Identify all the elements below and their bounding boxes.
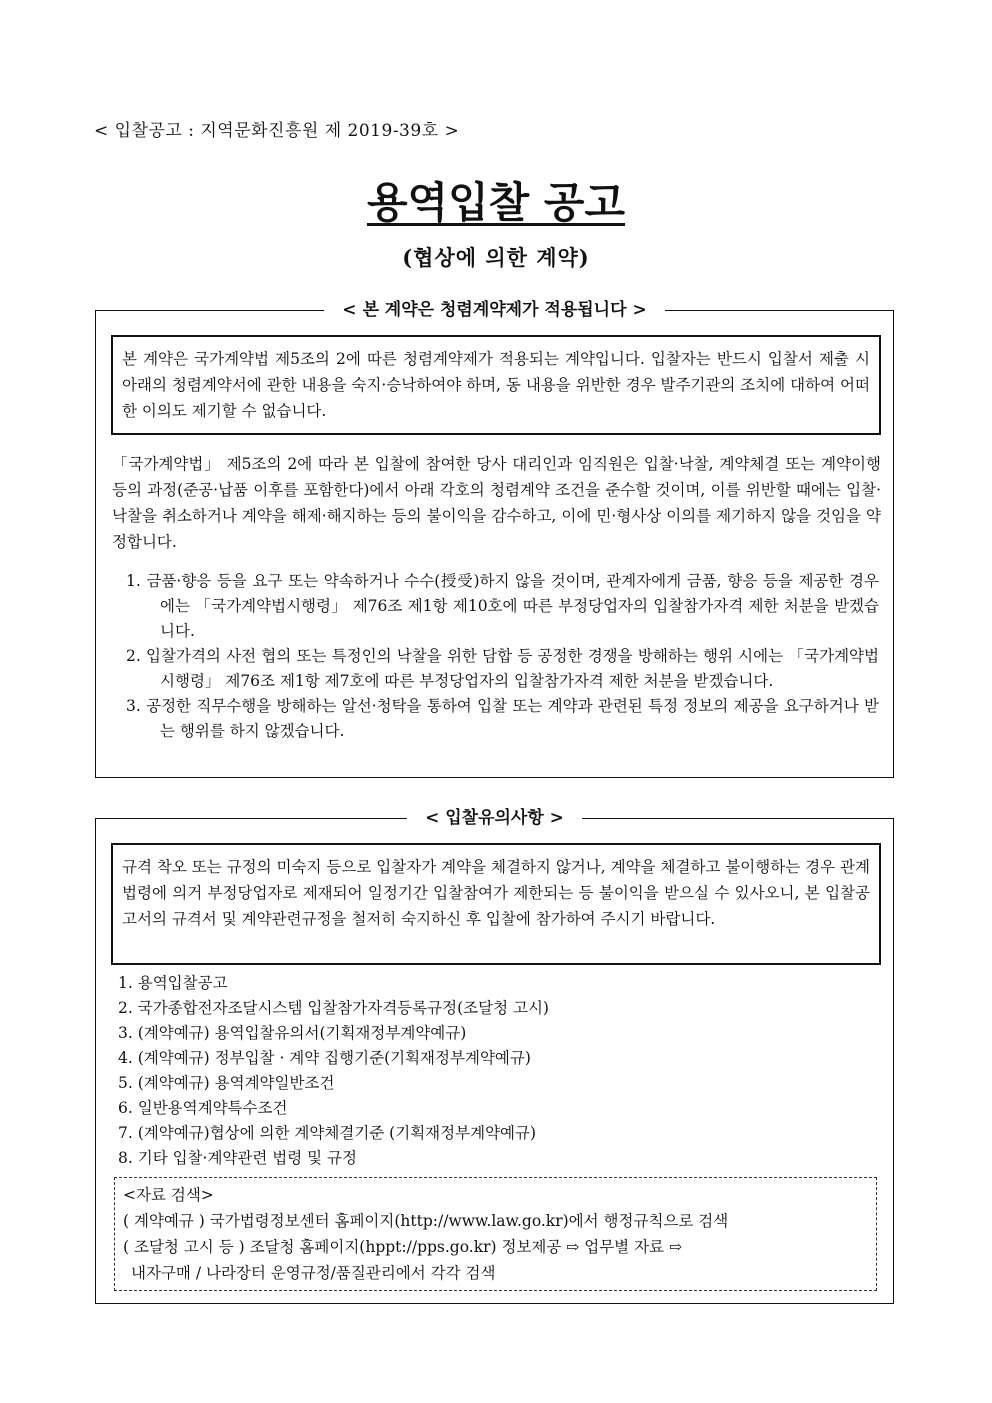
bidding-caution-section: [95, 808, 894, 1304]
integrity-contract-section: [95, 300, 894, 778]
list-item: 3. (계약예규) 용역입찰유의서(기획재정부계약예규): [118, 1024, 467, 1042]
integrity-section-heading: [96, 298, 893, 322]
list-item: 6. 일반용역계약특수조건: [118, 1099, 288, 1117]
notice-number: < 입찰공고 : 지역문화진흥원 제 2019-39호 >: [94, 121, 460, 141]
search-line-law: ( 계약예규 ) 국가법령정보센터 홈페이지(http://www.law.go.kr)에서 행정규칙으로 검색: [123, 1212, 729, 1230]
list-item: 5. (계약예규) 용역계약일반조건: [118, 1074, 335, 1092]
list-item: 1. 금품·향응 등을 요구 또는 약속하거나 수수(授受)하지 않을 것이며, 관계자에게 금품, 향응 등을 제공한 경우에는 「국가계약법시행령」 제76조 제1항 제10호에 따른 부정당업자의 입찰참가자격 제한 처분을 받겠습니다.: [126, 572, 879, 640]
list-item: 2. 입찰가격의 사전 협의 또는 특정인의 낙찰을 위한 담합 등 공정한 경쟁을 방해하는 행위 시에는 「국가계약법시행령」 제76조 제1항 제7호에 따른 부정당업자의 입찰참가자격 제한 처분을 받겠습니다.: [126, 647, 879, 690]
integrity-notice-box: 본 계약은 국가계약법 제5조의 2에 따른 청렴계약제가 적용되는 계약입니다. 입찰자는 반드시 입찰서 제출 시 아래의 청렴계약서에 관한 내용을 숙지·승낙하여야 하며, 동 내용을 위반한 경우 발주기관의 조치에 대하여 어떠한 이의도 제기할 수 없습니다.: [111, 335, 881, 435]
caution-section-heading-text: < 입찰유의사항 >: [407, 808, 582, 828]
page-subtitle: (협상에 의한 계약): [402, 245, 590, 270]
regulations-list: [118, 971, 879, 1171]
search-line-pps: ( 조달청 고시 등 ) 조달청 홈페이지(hppt://pps.go.kr) 정보제공 ⇨ 업무별 자료 ⇨: [123, 1238, 682, 1256]
search-line-pps-cont: 내자구매 / 나라장터 운영규정/품질관리에서 각각 검색: [131, 1264, 496, 1282]
caution-section-heading: [96, 806, 893, 830]
list-item: 7. (계약예규)협상에 의한 계약체결기준 (기획재정부계약예규): [118, 1124, 537, 1142]
list-item: 2. 국가종합전자조달시스템 입찰참가자격등록규정(조달청 고시): [118, 999, 549, 1017]
integrity-pledge-text: 「국가계약법」 제5조의 2에 따라 본 입찰에 참여한 당사 대리인과 임직원은 입찰·낙찰, 계약체결 또는 계약이행 등의 과정(준공·납품 이후를 포함한다)에서 아래 각호의 청렴계약 조건을 준수할 것이며, 이를 위반할 때에는 입찰·낙찰을 취소하거나 계약을 해제·해지하는 등의 불이익을 감수하고, 이에 민·형사상 이의를 제기하지 않을 것임을 약정합니다.: [112, 455, 881, 551]
list-item: 1. 용역입찰공고: [118, 974, 228, 992]
integrity-section-heading-text: < 본 계약은 청렴계약제가 적용됩니다 >: [324, 300, 664, 320]
caution-notice-box: 규격 착오 또는 규정의 미숙지 등으로 입찰자가 계약을 체결하지 않거나, 계약을 체결하고 불이행하는 경우 관계법령에 의거 부정당업자로 제재되어 일정기간 입찰참여가 제한되는 등 불이익을 받으실 수 있사오니, 본 입찰공고서의 규격서 및 계약관련규정을 철저히 숙지하신 후 입찰에 참가하여 주시기 바랍니다.: [111, 843, 881, 965]
page-title-text: 용역입찰 공고: [366, 178, 626, 227]
page-title: [0, 170, 992, 230]
integrity-conditions-list: [126, 569, 879, 744]
resource-search-box: [114, 1177, 877, 1291]
search-heading: <자료 검색>: [123, 1186, 214, 1204]
list-item: 4. (계약예규) 정부입찰 · 계약 집행기준(기획재정부계약예규): [118, 1049, 531, 1067]
list-item: 8. 기타 입찰·계약관련 법령 및 규정: [118, 1149, 358, 1167]
list-item: 3. 공정한 직무수행을 방해하는 알선·청탁을 통하여 입찰 또는 계약과 관련된 특정 정보의 제공을 요구하거나 받는 행위를 하지 않겠습니다.: [126, 697, 879, 740]
